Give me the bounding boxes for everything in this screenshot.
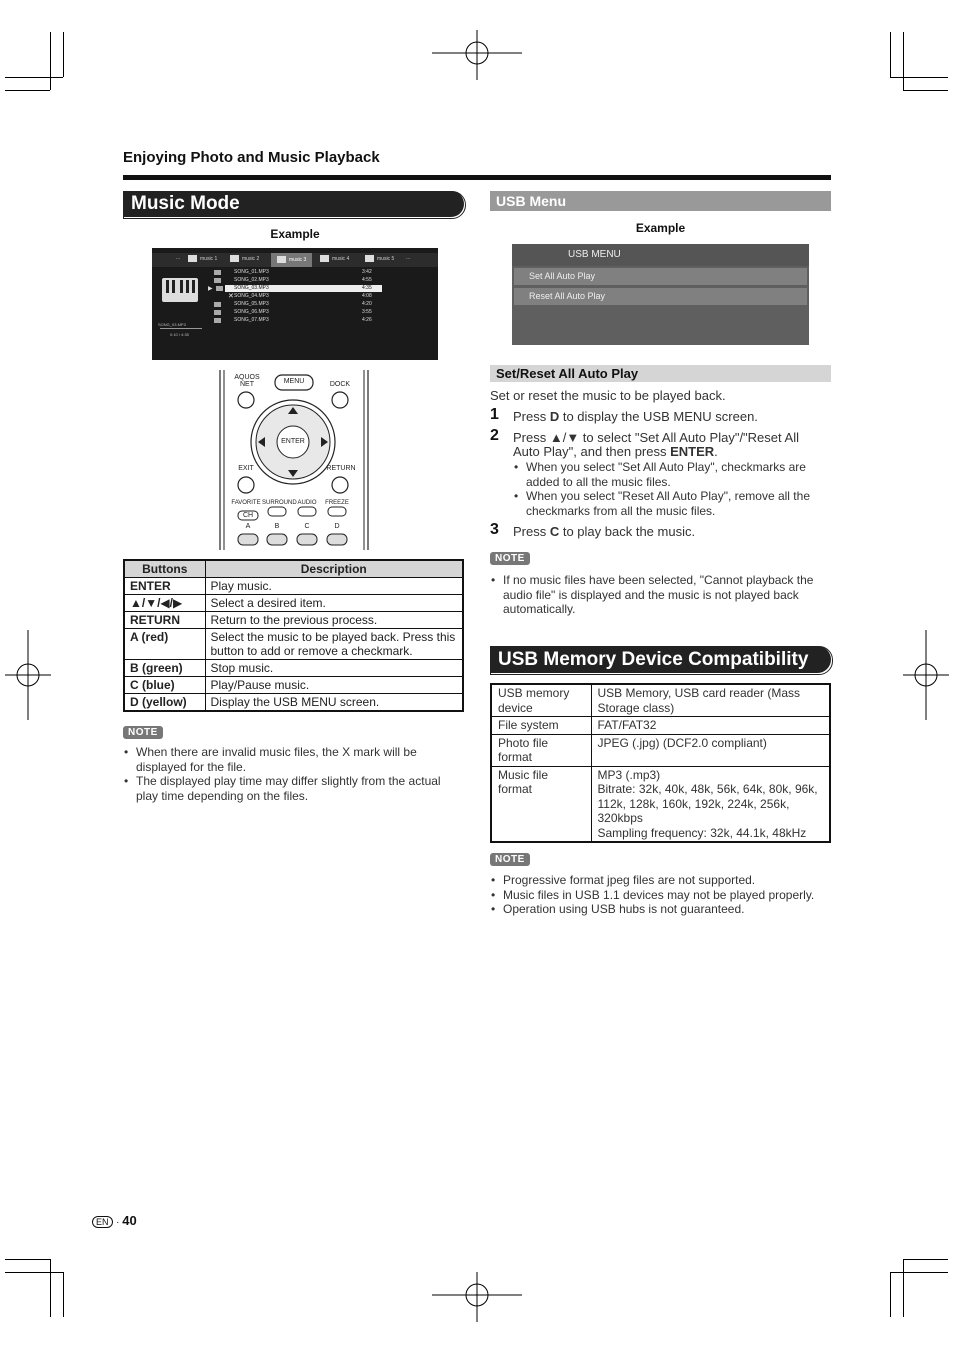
- folder-icon: [277, 256, 286, 263]
- usb-menu-heading: USB Menu: [490, 191, 831, 211]
- table-cell-key: A (red): [124, 629, 205, 660]
- compat-title: USB Memory Device Compatibility: [498, 649, 809, 670]
- table-row: [124, 595, 463, 612]
- note-badge: NOTE: [123, 726, 163, 739]
- set-reset-heading: Set/Reset All Auto Play: [490, 365, 831, 382]
- track-row-selected: SONG_03.MP3 4:35: [225, 285, 382, 292]
- usb-menu-item-set-all: Set All Auto Play: [514, 268, 807, 285]
- list-item: • Music files in USB 1.1 devices may not be played properly.: [490, 888, 831, 903]
- registration-mark-bottom: [432, 1272, 522, 1322]
- compat-notes-list: [490, 873, 831, 917]
- list-item: • Operation using USB hubs is not guaranteed.: [490, 902, 831, 917]
- list-item: • The displayed play time may differ slightly from the actual play time depending on the files.: [123, 774, 463, 803]
- table-cell-desc: Return to the previous process.: [205, 612, 463, 629]
- step-number: 3: [490, 521, 499, 538]
- remote-label-dock: DOCK: [329, 381, 351, 388]
- remote-label-aquos-net: AQUOS NET: [234, 374, 260, 388]
- section-title: Enjoying Photo and Music Playback: [123, 149, 380, 166]
- table-cell-key: Photo file format: [491, 734, 591, 766]
- track-row: ✕ SONG_04.MP3 4:08: [228, 293, 372, 300]
- folder-icon: [188, 255, 197, 262]
- step-3: [490, 521, 831, 541]
- page-number-value: 40: [122, 1213, 137, 1228]
- check-icon: [214, 318, 221, 323]
- usb-menu-screen-header: USB MENU: [512, 244, 809, 266]
- usb-menu-item-reset-all: Reset All Auto Play: [514, 288, 807, 305]
- step-1: [490, 406, 831, 426]
- step-text: Press C to play back the music.: [513, 524, 696, 539]
- table-row: [491, 717, 830, 735]
- table-cell-key: RETURN: [124, 612, 205, 629]
- compat-table: [490, 683, 831, 843]
- elapsed-time: 0:10 / 4:35: [170, 332, 189, 337]
- table-cell-desc: Select a desired item.: [205, 595, 463, 612]
- folder-icon: [365, 255, 374, 262]
- note-badge: NOTE: [490, 552, 530, 565]
- remote-label-favorite: FAVORITE: [231, 500, 261, 506]
- remote-label-exit: EXIT: [238, 465, 254, 472]
- table-row: [124, 660, 463, 677]
- track-row: SONG_07.MP3 4:26: [214, 317, 382, 324]
- table-cell-key: File system: [491, 717, 591, 735]
- table-cell-value: FAT/FAT32: [591, 717, 830, 735]
- language-badge: EN: [92, 1216, 113, 1228]
- table-cell-key: ENTER: [124, 578, 205, 595]
- track-row: SONG_06.MP3 3:55: [214, 309, 382, 316]
- step-2: [490, 427, 831, 461]
- remote-label-b: B: [274, 523, 280, 530]
- step-2-bullets: [513, 460, 831, 518]
- usb-menu-example-label: Example: [635, 221, 686, 235]
- table-header-buttons: Buttons: [124, 560, 205, 578]
- check-icon: [216, 286, 223, 291]
- remote-label-enter: ENTER: [281, 438, 305, 445]
- now-playing-title: SONG_03.MP3: [158, 322, 186, 327]
- list-item: • When there are invalid music files, the X mark will be displayed for the file.: [123, 745, 463, 774]
- note-badge: NOTE: [490, 853, 530, 866]
- keyboard-icon: [162, 278, 198, 302]
- remote-control-illustration: [218, 370, 370, 550]
- music-notes-list: [123, 745, 463, 803]
- player-tab-4: music 4: [320, 255, 349, 262]
- table-row: [124, 612, 463, 629]
- table-cell-key: C (blue): [124, 677, 205, 694]
- list-item: • When you select "Reset All Auto Play", remove all the checkmarks from all the music files.: [513, 489, 831, 518]
- table-cell-desc: Select the music to be played back. Press this button to add or remove a checkmark.: [205, 629, 463, 660]
- header-rule: [123, 175, 831, 180]
- remote-label-a: A: [245, 523, 251, 530]
- table-cell-key: Music file format: [491, 766, 591, 842]
- player-tab-prev: ...: [176, 255, 181, 261]
- music-mode-title: Music Mode: [131, 193, 240, 214]
- table-cell-key: USB memory device: [491, 684, 591, 717]
- player-tab-1: music 1: [188, 255, 217, 262]
- checkbox-icon: [214, 270, 221, 275]
- registration-mark-top: [432, 30, 522, 80]
- music-mode-heading: [123, 191, 464, 217]
- table-row: [124, 578, 463, 595]
- step-text: Press ▲/▼ to select "Set All Auto Play"/"Reset All Auto Play", and then press ENTER.: [513, 430, 799, 459]
- check-icon: [214, 310, 221, 315]
- play-cursor-icon: ▶: [208, 286, 213, 292]
- music-example-label: Example: [270, 227, 320, 241]
- registration-mark-right: [903, 630, 949, 720]
- remote-label-c: C: [304, 523, 310, 530]
- table-cell-value: USB Memory, USB card reader (Mass Storage class): [591, 684, 830, 717]
- remote-label-ch: CH: [242, 512, 254, 519]
- registration-mark-left: [5, 630, 51, 720]
- page-number: EN · 40: [92, 1213, 137, 1228]
- table-cell-desc: Play/Pause music.: [205, 677, 463, 694]
- track-row: SONG_05.MP3 4:20: [214, 301, 382, 308]
- table-cell-desc: Play music.: [205, 578, 463, 595]
- progress-bar: [160, 328, 202, 329]
- table-row: [124, 677, 463, 694]
- table-row: [124, 629, 463, 660]
- step-number: 2: [490, 427, 499, 444]
- table-row: [491, 734, 830, 766]
- player-tab-5: music 5: [365, 255, 394, 262]
- list-item: • Progressive format jpeg files are not supported.: [490, 873, 831, 888]
- table-header-row: [124, 560, 463, 578]
- player-tab-next: ...: [406, 255, 411, 261]
- check-icon: [214, 278, 221, 283]
- usb-menu-screenshot: [512, 244, 809, 345]
- table-cell-value: JPEG (.jpg) (DCF2.0 compliant): [591, 734, 830, 766]
- table-cell-desc: Display the USB MENU screen.: [205, 694, 463, 712]
- list-item: • When you select "Set All Auto Play", checkmarks are added to all the music files.: [513, 460, 831, 489]
- remote-label-surround: SURROUND: [262, 500, 297, 506]
- step-number: 1: [490, 406, 499, 423]
- remote-label-menu: MENU: [283, 378, 305, 385]
- folder-icon: [320, 255, 329, 262]
- compat-heading: [490, 646, 831, 673]
- table-row: [491, 766, 830, 842]
- step-text: Press D to display the USB MENU screen.: [513, 409, 758, 424]
- remote-label-return: RETURN: [326, 465, 356, 472]
- set-reset-intro: Set or reset the music to be played back.: [490, 388, 726, 403]
- player-tab-2: music 2: [230, 255, 259, 262]
- table-cell-desc: Stop music.: [205, 660, 463, 677]
- table-row: [491, 684, 830, 717]
- table-cell-value: MP3 (.mp3) Bitrate: 32k, 40k, 48k, 56k, 64k, 80k, 96k, 112k, 128k, 160k, 192k, 224k, 256k, 320kbps Sampling frequency: 32k, 44.1k, 48kHz: [591, 766, 830, 842]
- checkbox-icon: [214, 302, 221, 307]
- folder-icon: [230, 255, 239, 262]
- table-cell-key: ▲/▼/◀/▶: [124, 595, 205, 612]
- table-row: [124, 694, 463, 712]
- track-row: SONG_02.MP3 4:55: [214, 277, 382, 284]
- invalid-x-icon: ✕: [228, 293, 234, 300]
- track-row: SONG_01.MP3 3:42: [214, 269, 382, 276]
- music-player-screenshot: [152, 248, 438, 360]
- remote-label-audio: AUDIO: [297, 500, 317, 506]
- remote-label-d: D: [334, 523, 340, 530]
- table-header-description: Description: [205, 560, 463, 578]
- list-item: • If no music files have been selected, "Cannot playback the audio file" is displayed and the music is not played back automatically.: [490, 573, 831, 617]
- buttons-table: [123, 559, 464, 712]
- remote-label-freeze: FREEZE: [325, 500, 349, 506]
- usb-menu-notes-list: [490, 573, 831, 617]
- table-cell-key: B (green): [124, 660, 205, 677]
- player-tab-3: music 3: [271, 253, 312, 267]
- table-cell-key: D (yellow): [124, 694, 205, 712]
